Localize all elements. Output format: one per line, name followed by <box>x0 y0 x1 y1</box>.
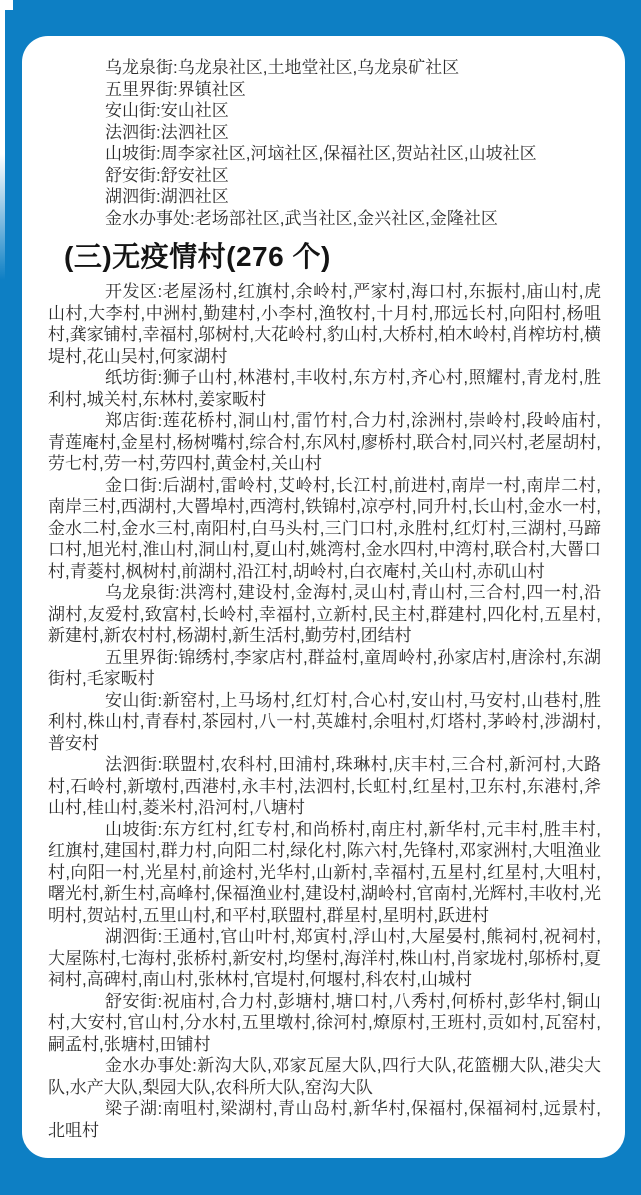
village-paragraph: 纸坊街:狮子山村,林港村,丰收村,东方村,齐心村,照耀村,青龙村,胜利村,城关村,东林村,姜家畈村 <box>48 368 601 409</box>
village-section-heading: (三)无疫情村(276 个) <box>64 241 331 272</box>
community-line: 五里界街:界镇社区 <box>105 79 246 99</box>
community-list <box>48 57 601 229</box>
village-paragraph: 法泗街:联盟村,农科村,田浦村,珠琳村,庆丰村,三合村,新河村,大路村,石岭村,新墩村,西港村,永丰村,法泗村,长虹村,红星村,卫东村,东港村,斧山村,桂山村,菱米村,沿河村,八塘村 <box>48 755 601 817</box>
scan-artifact-left-edge <box>0 0 5 280</box>
community-line: 乌龙泉街:乌龙泉社区,土地堂社区,乌龙泉矿社区 <box>105 58 460 77</box>
community-line: 湖泗街:湖泗社区 <box>105 187 229 206</box>
village-paragraph: 梁子湖:南咀村,梁湖村,青山岛村,新华村,保福村,保福祠村,远景村,北咀村 <box>48 1099 601 1140</box>
village-paragraph: 金水办事处:新沟大队,邓家瓦屋大队,四行大队,花篮棚大队,港尖大队,水产大队,梨园大队,农科所大队,窑沟大队 <box>48 1056 601 1097</box>
document-card <box>22 36 625 1158</box>
village-list <box>48 281 601 1141</box>
village-paragraph: 舒安街:祝庙村,合力村,彭塘村,塘口村,八秀村,何桥村,彭华村,铜山村,大安村,官山村,分水村,五里墩村,徐河村,燎原村,王班村,贡如村,瓦窑村,嗣孟村,张塘村,田铺村 <box>48 991 601 1054</box>
community-line: 山坡街:周李家社区,河垴社区,保福社区,贺站社区,山坡社区 <box>105 144 537 163</box>
village-paragraph: 金口街:后湖村,雷岭村,艾岭村,长江村,前进村,南岸一村,南岸二村,南岸三村,西湖村,大罾埠村,西湾村,铁锦村,凉亭村,同升村,长山村,金水一村,金水二村,金水三村,南阳村,白马头村,三门口村,永胜村,红灯村,三湖村,马蹄口村,旭光村,淮山村,洞山村,夏山村,姚湾村,金水四村,中湾村,联合村,大罾口村,青菱村,枫树村,前湖村,沿江村,胡岭村,白衣庵村,关山村,赤矶山村 <box>48 475 601 581</box>
village-paragraph: 安山街:新窑村,上马场村,红灯村,合心村,安山村,马安村,山巷村,胜利村,株山村,青春村,茶园村,八一村,英雄村,余咀村,灯塔村,茅岭村,涉湖村,普安村 <box>48 690 601 753</box>
village-paragraph: 湖泗街:王通村,官山叶村,郑寅村,浮山村,大屋晏村,熊祠村,祝祠村,大屋陈村,七海村,张桥村,新安村,均堡村,海洋村,株山村,肖家垅村,邬桥村,夏祠村,高碑村,南山村,张林村,官堤村,何堰村,科农村,山城村 <box>48 927 601 989</box>
village-paragraph: 郑店街:莲花桥村,洞山村,雷竹村,合力村,涂洲村,崇岭村,段岭庙村,青莲庵村,金星村,杨树嘴村,综合村,东风村,廖桥村,联合村,同兴村,老屋胡村,劳七村,劳一村,劳四村,黄金村,关山村 <box>48 411 601 473</box>
village-paragraph: 开发区:老屋汤村,红旗村,余岭村,严家村,海口村,东振村,庙山村,虎山村,大李村,中洲村,勤建村,小李村,渔牧村,十月村,邢远长村,向阳村,杨咀村,龚家铺村,幸福村,邬树村,大花岭村,豹山村,大桥村,柏木岭村,肖榨坊村,横堤村,花山吴村,何家湖村 <box>48 282 601 366</box>
village-paragraph: 五里界街:锦绣村,李家店村,群益村,童周岭村,孙家店村,唐涂村,东湖街村,毛家畈村 <box>48 647 601 688</box>
community-line: 舒安街:舒安社区 <box>105 165 229 185</box>
community-line: 安山街:安山社区 <box>105 101 229 120</box>
community-line: 法泗街:法泗社区 <box>105 122 229 142</box>
village-paragraph: 乌龙泉街:洪湾村,建设村,金海村,灵山村,青山村,三合村,四一村,沿湖村,友爱村,致富村,长岭村,幸福村,立新村,民主村,群建村,四化村,五星村,新建村,新农村村,杨湖村,新生活村,勤劳村,团结村 <box>48 583 601 645</box>
community-line: 金水办事处:老场部社区,武当社区,金兴社区,金隆社区 <box>105 208 498 228</box>
village-paragraph: 山坡街:东方红村,红专村,和尚桥村,南庄村,新华村,元丰村,胜丰村,红旗村,建国村,群力村,向阳二村,绿化村,陈六村,先锋村,邓家洲村,大咀渔业村,向阳一村,光星村,前途村,光华村,山新村,幸福村,五星村,红星村,大咀村,曙光村,新生村,高峰村,保福渔业村,建设村,湖岭村,官南村,光辉村,丰收村,光明村,贺站村,五里山村,和平村,联盟村,群星村,星明村,跃进村 <box>48 819 601 925</box>
